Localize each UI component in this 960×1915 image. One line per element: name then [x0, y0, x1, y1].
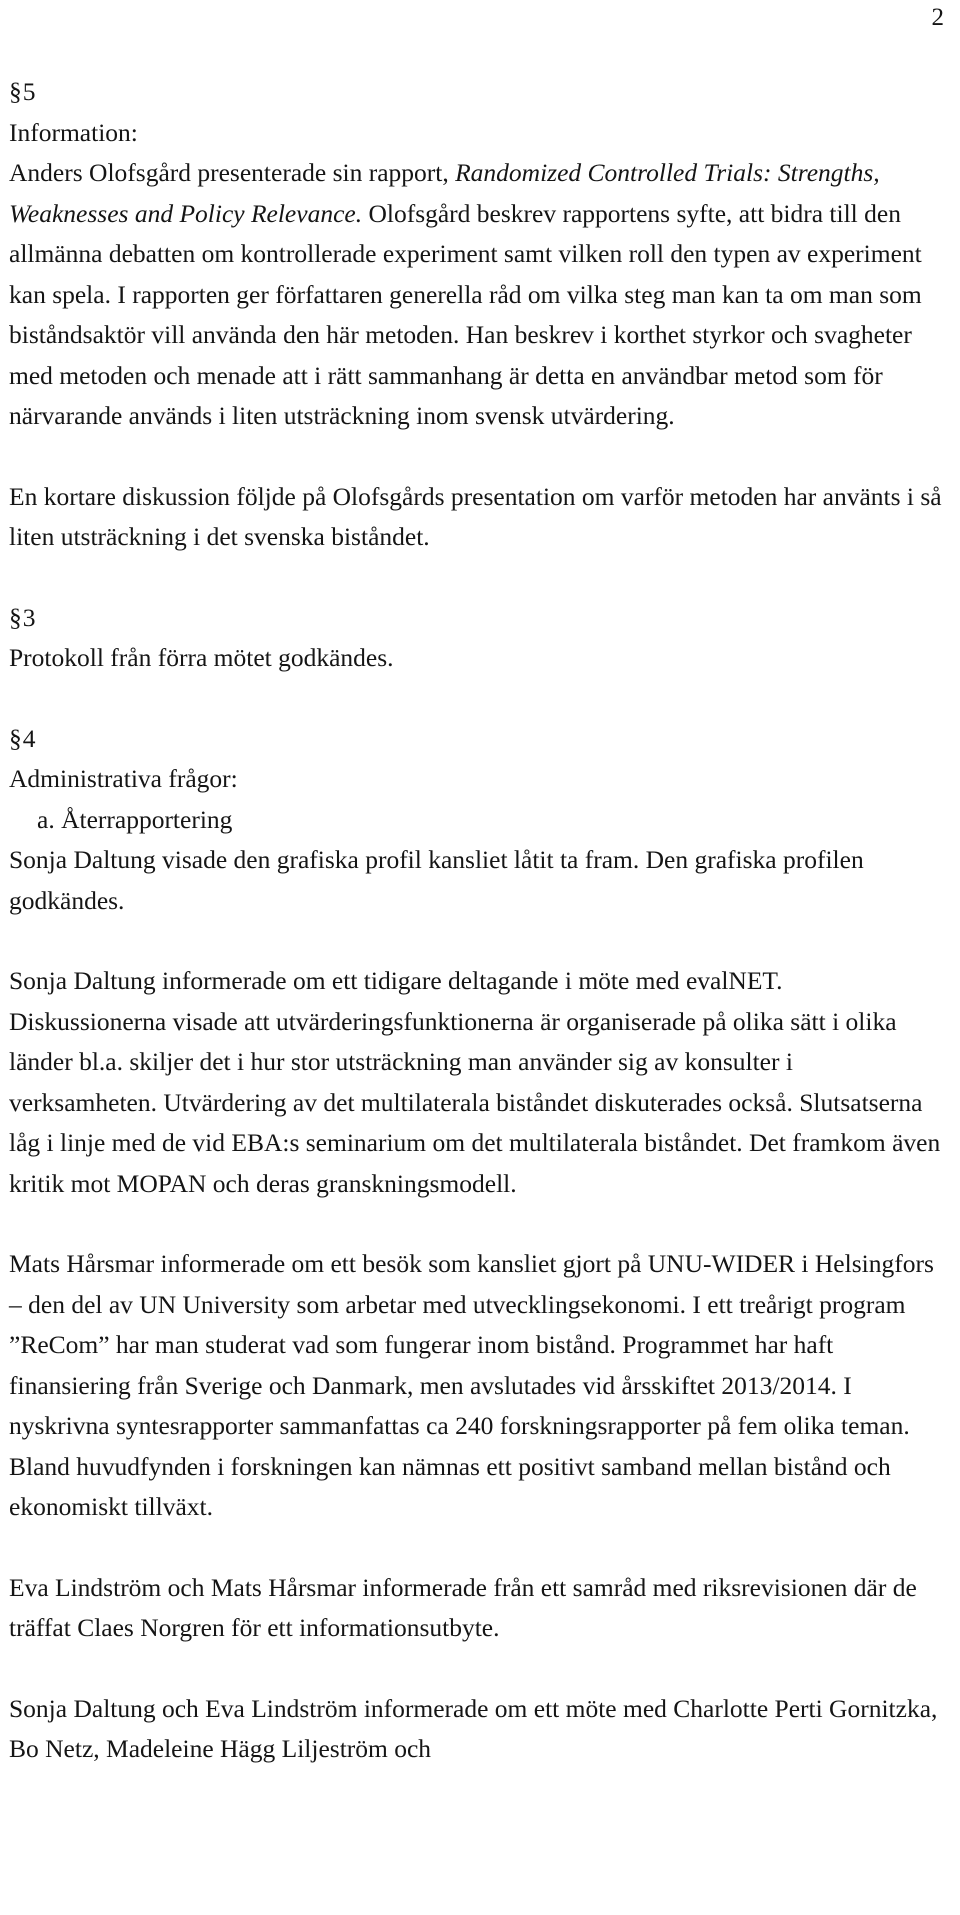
section-4-paragraph-4: Eva Lindström och Mats Hårsmar informerade från ett samråd med riksrevisionen där de träffat Claes Norgren för ett informationsutbyte.	[9, 1572, 917, 1642]
section-number: 3	[22, 602, 36, 632]
section-5-marker	[9, 72, 944, 113]
section-4-marker	[9, 719, 944, 760]
section-4-paragraph-1: Sonja Daltung visade den grafiska profil kansliet låtit ta fram. Den grafiska profilen godkändes.	[9, 845, 864, 915]
section-number: 4	[22, 723, 36, 753]
section-5-paragraph-2: En kortare diskussion följde på Olofsgårds presentation om varför metoden har använts i så liten utsträckning i det svenska biståndet.	[9, 481, 942, 551]
section-4-heading: Administrativa frågor:	[9, 764, 238, 793]
section-symbol: §	[9, 723, 22, 753]
section-4-paragraph-3: Mats Hårsmar informerade om ett besök som kansliet gjort på UNU-WIDER i Helsingfors – den del av UN University som arbetar med utvecklingsekonomi. I ett treårigt program ”ReCom” har man studerat vad som fungerar inom bistånd. Programmet har haft finansiering från Sverige och Danmark, men avslutades vid årsskiftet 2013/2014. I nyskrivna syntesrapporter sammanfattas ca 240 forskningsrapporter på fem olika teman. Bland huvudfynden i forskningen kan nämnas ett positivt samband mellan bistånd och ekonomiskt tillväxt.	[9, 1249, 934, 1521]
section-3-text: Protokoll från förra mötet godkändes.	[9, 643, 394, 672]
section-4-paragraph-2: Sonja Daltung informerade om ett tidigare deltagande i möte med evalNET. Diskussionerna visade att utvärderingsfunktionerna är organiserade på olika sätt i olika länder bl.a. skiljer det i hur stor utsträckning man använder sig av konsulter i verksamheten. Utvärdering av det multilaterala biståndet diskuterades också. Slutsatserna låg i linje med de vid EBA:s seminarium om det multilaterala biståndet. Det framkom även kritik mot MOPAN och deras granskningsmodell.	[9, 966, 941, 1198]
section-number: 5	[22, 77, 36, 106]
section-3-marker	[9, 598, 944, 639]
section-5-paragraph-1: Anders Olofsgård presenterade sin rapport, Randomized Controlled Trials: Strengths, Weaknesses and Policy Relevance. Olofsgård beskrev rapportens syfte, att bidra till den allmänna debatten om kontrollerade experiment samt vilken roll den typen av experiment kan spela. I rapporten ger författaren generella råd om vilka steg man kan ta om man som biståndsaktör vill använda den här metoden. Han beskrev i korthet styrkor och svagheter med metoden och menade att i rätt sammanhang är detta en användbar metod som för närvarande används i liten utsträckning inom svensk utvärdering.	[9, 158, 922, 430]
report-title: Randomized Controlled Trials: Strengths, Weaknesses and Policy Relevance.	[9, 158, 880, 228]
section-5-heading: Information:	[9, 117, 138, 147]
page-number: 2	[931, 4, 944, 31]
document-body	[9, 72, 944, 1770]
list-item-a: a. Återrapportering	[37, 804, 233, 834]
section-symbol: §	[9, 602, 22, 632]
section-4-paragraph-5: Sonja Daltung och Eva Lindström informerade om ett möte med Charlotte Perti Gornitzka, Bo Netz, Madeleine Hägg Liljeström och	[9, 1693, 938, 1763]
section-symbol: §	[9, 77, 22, 106]
